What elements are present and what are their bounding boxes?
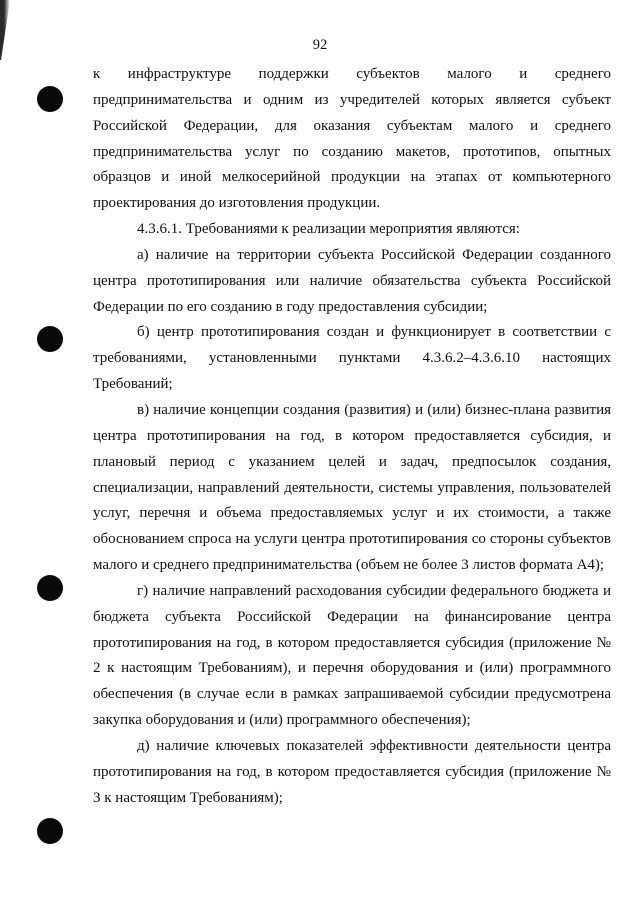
paragraph-continuation: к инфраструктуре поддержки субъектов малого и среднего предпринимательства и одним из учредителей которых является субъект Российской Федерации, для оказания субъектам малого и среднего предпринимательства услуг по созданию макетов, прототипов, опытных образцов и иной мелкосерийной продукции на этапах от компьютерного проектирования до изготовления продукции.	[93, 66, 611, 212]
document-body	[93, 62, 611, 811]
punch-hole-4	[37, 818, 63, 844]
paragraph-item-v: в) наличие концепции создания (развития) и (или) бизнес-плана развития центра прототипирования на год, в котором предоставляется субсидия, и плановый период с указанием целей и задач, предпосылок создания, специализации, направлений деятельности, системы управления, пользователей услуг, перечня и объема предоставляемых услуг и их стоимости, а также обоснованием спроса на услуги центра прототипирования со стороны субъектов малого и среднего предпринимательства (объем не более 3 листов формата А4);	[93, 401, 611, 574]
paragraph-item-b: б) центр прототипирования создан и функционирует в соответствии с требованиями, установленными пунктами 4.3.6.2–4.3.6.10 настоящих Требований;	[93, 324, 611, 393]
paragraph-item-a: а) наличие на территории субъекта Российской Федерации созданного центра прототипирования или наличие обязательства субъекта Российской Федерации по его созданию в году предоставления субсидии;	[93, 246, 611, 315]
paragraph-requirements-heading: 4.3.6.1. Требованиями к реализации мероприятия являются:	[137, 221, 520, 238]
page-number: 92	[312, 37, 328, 53]
punch-hole-2	[37, 326, 63, 352]
punch-hole-3	[37, 575, 63, 601]
paragraph-item-d: д) наличие ключевых показателей эффективности деятельности центра прототипирования на год, в котором предоставляется субсидия (приложение № 3 к настоящим Требованиям);	[93, 737, 611, 806]
paragraph-item-g: г) наличие направлений расходования субсидии федерального бюджета и бюджета субъекта Российской Федерации на финансирование центра прототипирования на год, в котором предоставляется субсидия (приложение № 2 к настоящим Требованиям), и перечня оборудования и (или) программного обеспечения (в случае если в рамках запрашиваемой субсидии предусмотрена закупка оборудования и (или) программного обеспечения);	[93, 582, 611, 729]
punch-hole-1	[37, 86, 63, 112]
